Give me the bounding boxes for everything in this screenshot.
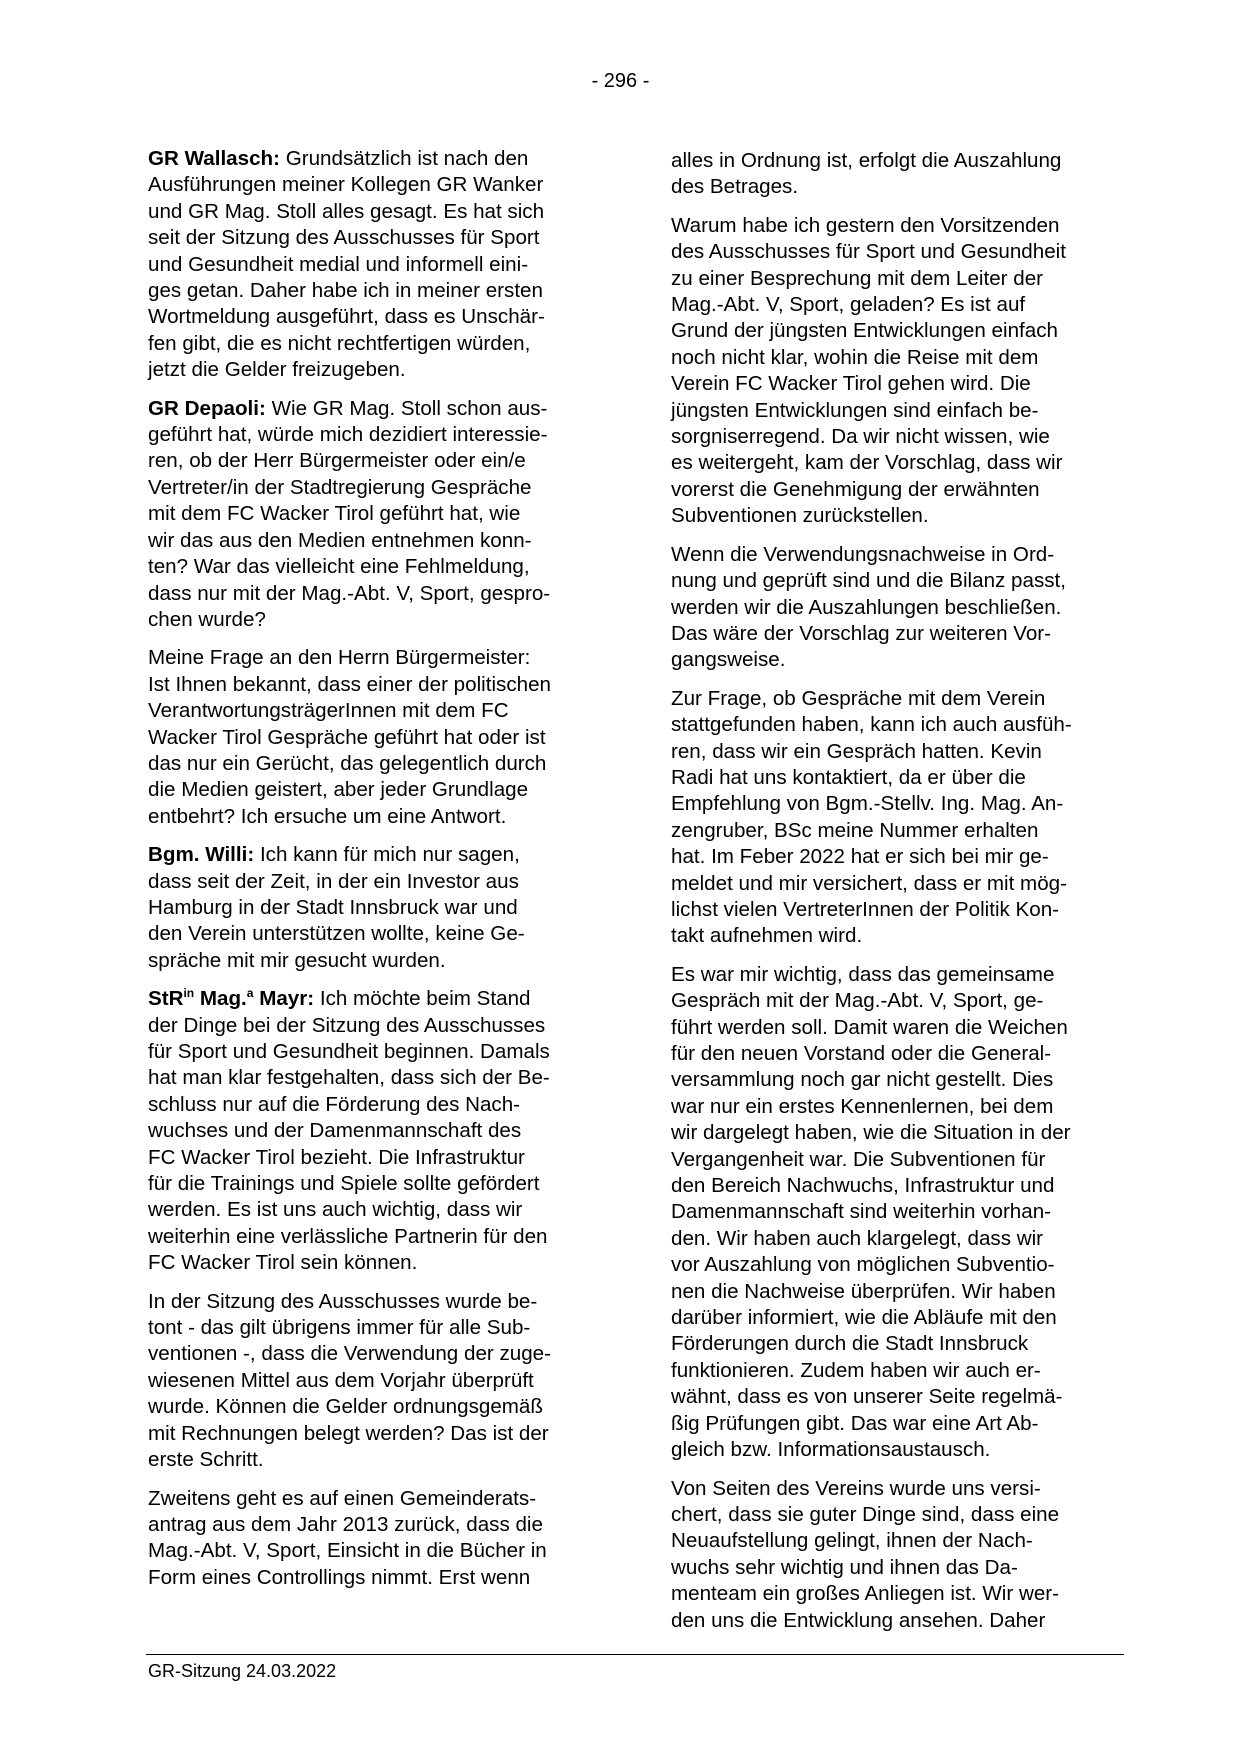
text-line: alles in Ordnung ist, erfolgt die Auszahlung [671,149,1062,172]
paragraph-wallasch [148,146,590,384]
speaker-name [148,987,314,1010]
text-line: hat. Im Feber 2022 hat er sich bei mir ge- [671,845,1049,869]
speaker-name: GR Wallasch: [148,147,280,170]
text-line: Damenmannschaft sind weiterhin vorhan- [671,1200,1052,1224]
text-line: wir dargelegt haben, wie die Situation in der [671,1121,1071,1145]
text-line: ventionen -, dass die Verwendung der zuge- [148,1342,551,1366]
text-line: wir das aus den Medien entnehmen konn- [148,528,532,552]
line-text: Grundsätzlich ist nach den [279,147,529,170]
text-line: meldet und mir versichert, dass er mit mög- [671,871,1067,895]
text-line: chen wurde? [148,607,266,631]
text-line: versammlung noch gar nicht gestellt. Dies [671,1068,1054,1092]
text-line: gangsweise. [671,648,786,672]
text-line: Zur Frage, ob Gespräche mit dem Verein [671,686,1046,710]
text-line: Verein FC Wacker Tirol gehen wird. Die [671,372,1031,396]
text-line [148,146,590,172]
text-line: Zweitens geht es auf einen Gemeinderats- [148,1486,537,1510]
line-text: Wie GR Mag. Stoll schon aus- [265,396,548,420]
text-line: nen die Nachweise überprüfen. Wir haben [671,1279,1056,1303]
text-line: lichst vielen VertreterInnen der Politik Kon- [671,897,1060,921]
text-line: den. Wir haben auch klargelegt, dass wir [671,1226,1044,1250]
text-line: führt werden soll. Damit waren die Weichen [671,1015,1068,1039]
text-line: zengruber, BSc meine Nummer erhalten [671,818,1039,842]
text-line: Hamburg in der Stadt Innsbruck war und [148,895,518,919]
paragraph-committee [148,1289,590,1474]
text-line: seit der Sitzung des Ausschusses für Sport [148,226,540,250]
text-line: hat man klar festgehalten, dass sich der Be- [148,1066,550,1090]
text-line: funktionieren. Zudem haben wir auch er- [671,1358,1041,1382]
text-line: das nur ein Gerücht, das gelegentlich durch [148,751,547,775]
text-line: vorerst die Genehmigung der erwähnten [671,477,1040,501]
text-line: sorgniserregend. Da wir nicht wissen, wie [671,425,1050,449]
text-line: Subventionen zurückstellen. [671,504,929,528]
text-line: Vertreter/in der Stadtregierung Gespräche [148,475,532,499]
paragraph-club-assurance [671,1476,1113,1634]
text-line: Wortmeldung ausgeführt, dass es Unschär- [148,305,545,329]
text-line: entbehrt? Ich ersuche um eine Antwort. [148,804,507,828]
paragraph-proof [671,542,1113,674]
paragraph-talks [671,686,1113,950]
text-line: jetzt die Gelder freizugeben. [148,358,406,382]
text-line: dass seit der Zeit, in der ein Investor aus [148,869,519,893]
speaker-superscript: a [246,986,254,1001]
page-number: - 296 - [591,70,650,92]
text-line: für Sport und Gesundheit beginnen. Damals [148,1040,550,1063]
text-line: die Medien geistert, aber jeder Grundlage [148,778,529,802]
text-line: es weitergeht, kam der Vorschlag, dass wir [671,451,1063,475]
text-line: Vergangenheit war. Die Subventionen für [671,1147,1046,1171]
text-line: wiesenen Mittel aus dem Vorjahr überprüft [148,1368,534,1392]
speaker-part: StR [148,987,184,1011]
text-line: Förderungen durch die Stadt Innsbruck [671,1332,1029,1356]
text-line: Das wäre der Vorschlag zur weiteren Vor- [671,621,1052,645]
text-line: Von Seiten des Vereins wurde uns versi- [671,1476,1041,1500]
text-line: für die Trainings und Spiele sollte gefördert [148,1172,540,1196]
text-line: darüber informiert, wie die Abläufe mit den [671,1306,1057,1330]
right-column [671,148,1113,1646]
text-line: gleich bzw. Informationsaustausch. [671,1438,991,1462]
text-line: stattgefunden haben, kann ich auch ausfüh- [671,713,1072,737]
text-line: menteam ein großes Anliegen ist. Wir wer- [671,1582,1059,1606]
text-line: ßig Prüfungen gibt. Das war eine Art Ab- [671,1411,1039,1435]
text-line: wuchses und der Damenmannschaft des [148,1119,522,1143]
paragraph-depaoli [148,396,590,634]
text-line: Grund der jüngsten Entwicklungen einfach [671,319,1058,343]
text-line: geführt hat, würde mich dezidiert interessie- [148,423,548,447]
text-line: der Dinge bei der Sitzung des Ausschusses [148,1013,546,1037]
text-line: ren, dass wir ein Gespräch hatten. Kevin [671,739,1042,763]
text-line: den uns die Entwicklung ansehen. Daher [671,1608,1046,1632]
speaker-part: Mag. [194,987,247,1011]
speaker-name: GR Depaoli: [148,396,266,420]
paragraph-continuation [671,148,1113,201]
text-line: ten? War das vielleicht eine Fehlmeldung, [148,555,530,579]
text-line: ren, ob der Herr Bürgermeister oder ein/e [148,449,526,473]
text-line: Wacker Tirol Gespräche geführt hat oder ist [148,725,546,749]
text-line: takt aufnehmen wird. [671,924,863,948]
speaker-part: Mayr: [253,987,315,1011]
text-line: In der Sitzung des Ausschusses wurde be- [148,1289,538,1313]
text-line [148,842,590,868]
text-line: wähnt, dass es von unserer Seite regelmä- [671,1385,1063,1409]
paragraph-meeting [671,213,1113,530]
text-line: chert, dass sie guter Dinge sind, dass eine [671,1502,1060,1526]
text-line: Neuaufstellung gelingt, ihnen der Nach- [671,1529,1033,1553]
paragraph-willi [148,842,590,974]
paragraph-question [148,645,590,830]
text-line: mit dem FC Wacker Tirol geführt hat, wie [148,502,521,526]
text-line: Gespräch mit der Mag.-Abt. V, Sport, ge- [671,989,1044,1013]
line-text: Ich möchte beim Stand [314,987,531,1011]
text-line: Es war mir wichtig, dass das gemeinsame [671,962,1055,986]
footer-divider [146,1654,1124,1655]
text-line: den Bereich Nachwuchs, Infrastruktur und [671,1174,1055,1198]
text-line: Wenn die Verwendungsnachweise in Ord- [671,542,1055,566]
text-line: Radi hat uns kontaktiert, da er über die [671,765,1026,789]
text-line: des Ausschusses für Sport und Gesundheit [671,240,1066,264]
text-line: Ausführungen meiner Kollegen GR Wanker [148,173,544,197]
text-line: zu einer Besprechung mit dem Leiter der [671,266,1044,290]
text-line: Form eines Controllings nimmt. Erst wenn [148,1565,531,1589]
left-column [148,146,590,1603]
text-line: für den neuen Vorstand oder die General- [671,1042,1052,1065]
text-line: weiterhin eine verlässliche Partnerin für den [148,1224,548,1248]
text-line: VerantwortungsträgerInnen mit dem FC [148,699,509,723]
speaker-name: Bgm. Willi: [148,843,255,867]
text-line: noch nicht klar, wohin die Reise mit dem [671,345,1039,369]
text-line: spräche mit mir gesucht wurden. [148,948,446,972]
text-line: Warum habe ich gestern den Vorsitzenden [671,213,1060,237]
text-line: ges getan. Daher habe ich in meiner ersten [148,279,543,303]
text-line: Mag.-Abt. V, Sport, Einsicht in die Bücher in [148,1539,547,1563]
text-line: vor Auszahlung von möglichen Subventio- [671,1253,1055,1277]
text-line: FC Wacker Tirol sein können. [148,1251,418,1275]
paragraph-joint-talk [671,962,1113,1464]
text-line: schluss nur auf die Förderung des Nach- [148,1092,521,1116]
text-line: den Verein unterstützen wollte, keine Ge- [148,922,525,946]
paragraph-second-point [148,1486,590,1592]
text-line: nung und geprüft sind und die Bilanz passt, [671,569,1066,593]
text-line: mit Rechnungen belegt werden? Das ist der [148,1421,549,1445]
line-text: Ich kann für mich nur sagen, [254,843,520,867]
text-line: wurde. Können die Gelder ordnungsgemäß [148,1395,543,1419]
text-line: wuchs sehr wichtig und ihnen das Da- [671,1555,1018,1579]
text-line: Mag.-Abt. V, Sport, geladen? Es ist auf [671,293,1026,317]
text-line: Empfehlung von Bgm.-Stellv. Ing. Mag. An- [671,792,1064,816]
paragraph-mayr [148,986,590,1276]
text-line: Ist Ihnen bekannt, dass einer der politischen [148,672,551,696]
text-line: des Betrages. [671,175,799,199]
text-line: und Gesundheit medial und informell eini- [148,252,529,276]
text-line [148,986,590,1012]
text-line: FC Wacker Tirol bezieht. Die Infrastruktur [148,1145,525,1169]
text-line: antrag aus dem Jahr 2013 zurück, dass die [148,1512,543,1536]
text-line: und GR Mag. Stoll alles gesagt. Es hat sich [148,199,545,223]
text-line: war nur ein erstes Kennenlernen, bei dem [671,1094,1054,1118]
text-line: tont - das gilt übrigens immer für alle Sub- [148,1316,531,1340]
footer-session-label: GR-Sitzung 24.03.2022 [148,1661,337,1681]
text-line: Meine Frage an den Herrn Bürgermeister: [148,646,531,670]
speaker-superscript: in [183,986,195,1001]
text-line: jüngsten Entwicklungen sind einfach be- [671,398,1039,422]
text-line [148,396,590,422]
text-line: werden wir die Auszahlungen beschließen. [671,595,1062,619]
text-line: erste Schritt. [148,1448,264,1472]
text-line: werden. Es ist uns auch wichtig, dass wir [148,1198,523,1222]
text-line: fen gibt, die es nicht rechtfertigen würden, [148,331,531,355]
text-line: dass nur mit der Mag.-Abt. V, Sport, gespro- [148,581,551,605]
